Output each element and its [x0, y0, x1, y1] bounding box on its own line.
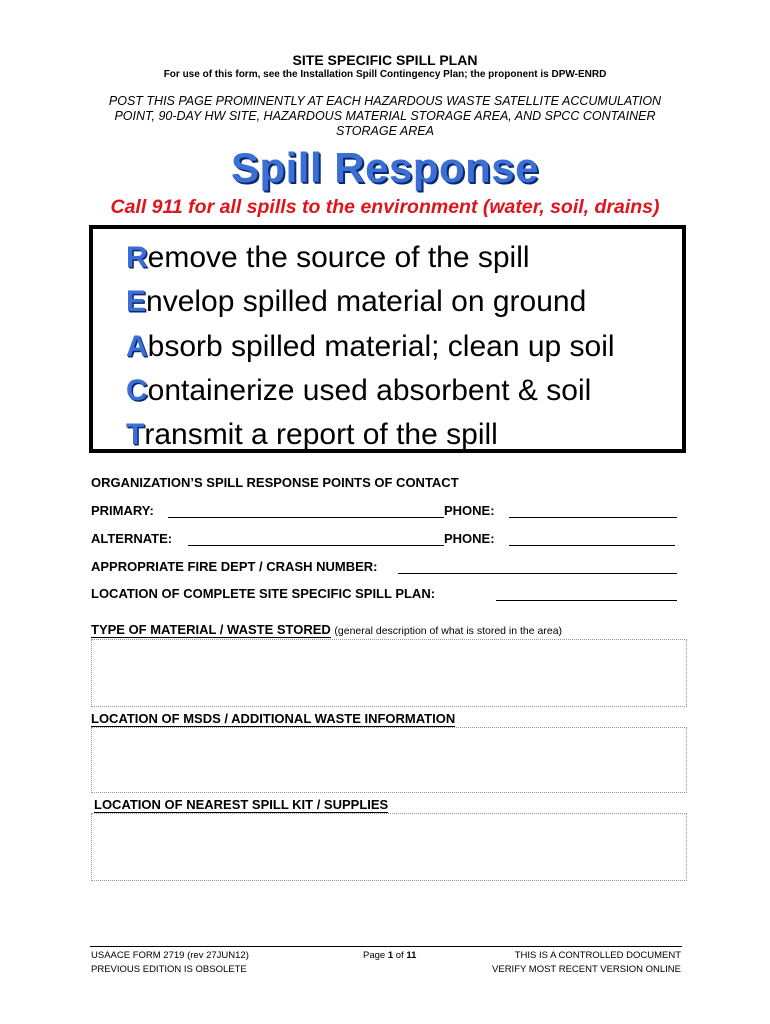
- form-subtitle: For use of this form, see the Installation Spill Contingency Plan; the proponent is DPW-ENRD: [163, 69, 607, 80]
- post-notice: POST THIS PAGE PROMINENTLY AT EACH HAZARDOUS WASTE SATELLITE ACCUMULATION POINT, 90-DAY HW SITE, HAZARDOUS MATERIAL STORAGE AREA, AND SPCC CONTAINER STORAGE AREA: [108, 94, 662, 138]
- footer-previous-edition: PREVIOUS EDITION IS OBSOLETE: [91, 964, 247, 975]
- react-text: ransmit a report of the spill: [144, 418, 498, 451]
- material-note: (general description of what is stored in the area): [334, 625, 563, 637]
- react-text: bsorb spilled material; clean up soil: [147, 330, 615, 363]
- footer-divider: [90, 946, 682, 947]
- primary-phone-label: PHONE:: [444, 503, 495, 518]
- plan-location-field[interactable]: [496, 600, 677, 601]
- react-line-transmit: [126, 418, 498, 452]
- fire-dept-field[interactable]: [398, 573, 677, 574]
- react-letter: A: [126, 330, 148, 363]
- alternate-phone-label: PHONE:: [444, 531, 495, 546]
- page-total: 11: [406, 950, 417, 961]
- fire-dept-label: APPROPRIATE FIRE DEPT / CRASH NUMBER:: [91, 559, 378, 574]
- primary-phone-field[interactable]: [509, 517, 677, 518]
- material-label: TYPE OF MATERIAL / WASTE STORED: [91, 622, 331, 637]
- react-letter: C: [126, 374, 148, 407]
- react-text: nvelop spilled material on ground: [146, 285, 587, 318]
- alternate-field[interactable]: [188, 545, 444, 546]
- react-letter: R: [126, 241, 148, 274]
- react-line-remove: [126, 241, 530, 275]
- react-text: ontainerize used absorbent & soil: [147, 374, 592, 407]
- react-text: emove the source of the spill: [147, 241, 530, 274]
- primary-label: PRIMARY:: [91, 503, 154, 518]
- footer-verify: VERIFY MOST RECENT VERSION ONLINE: [492, 964, 681, 975]
- spill-kit-heading: [94, 797, 388, 812]
- footer-right: [470, 949, 681, 977]
- call-911-notice: Call 911 for all spills to the environment (water, soil, drains): [110, 196, 660, 218]
- alternate-label: ALTERNATE:: [91, 531, 173, 546]
- react-line-absorb: [126, 330, 615, 364]
- material-text-area[interactable]: [91, 639, 687, 707]
- plan-location-label: LOCATION OF COMPLETE SITE SPECIFIC SPILL PLAN:: [91, 586, 436, 601]
- page-prefix: Page: [363, 950, 386, 961]
- react-line-envelop: [126, 285, 586, 319]
- footer-left: [91, 949, 249, 977]
- spill-response-heading: Spill Response: [230, 144, 540, 191]
- footer-controlled: THIS IS A CONTROLLED DOCUMENT: [514, 950, 681, 961]
- page-current: 1: [387, 950, 394, 961]
- react-letter: T: [126, 418, 145, 451]
- msds-heading: [91, 711, 455, 726]
- msds-label: LOCATION OF MSDS / ADDITIONAL WASTE INFORMATION: [91, 711, 456, 726]
- page-of: of: [395, 950, 404, 961]
- footer-page-number: [363, 949, 416, 963]
- form-title: SITE SPECIFIC SPILL PLAN: [292, 52, 478, 68]
- contacts-heading: ORGANIZATION’S SPILL RESPONSE POINTS OF CONTACT: [91, 475, 459, 490]
- alternate-phone-field[interactable]: [509, 545, 675, 546]
- spill-kit-label: LOCATION OF NEAREST SPILL KIT / SUPPLIES: [94, 797, 389, 812]
- spill-kit-text-area[interactable]: [91, 813, 687, 881]
- footer-form-id: USAACE FORM 2719 (rev 27JUN12): [91, 950, 249, 961]
- material-heading: [91, 622, 562, 637]
- react-letter: E: [126, 285, 147, 318]
- msds-text-area[interactable]: [91, 727, 687, 793]
- primary-field[interactable]: [168, 517, 444, 518]
- react-line-containerize: [126, 374, 591, 408]
